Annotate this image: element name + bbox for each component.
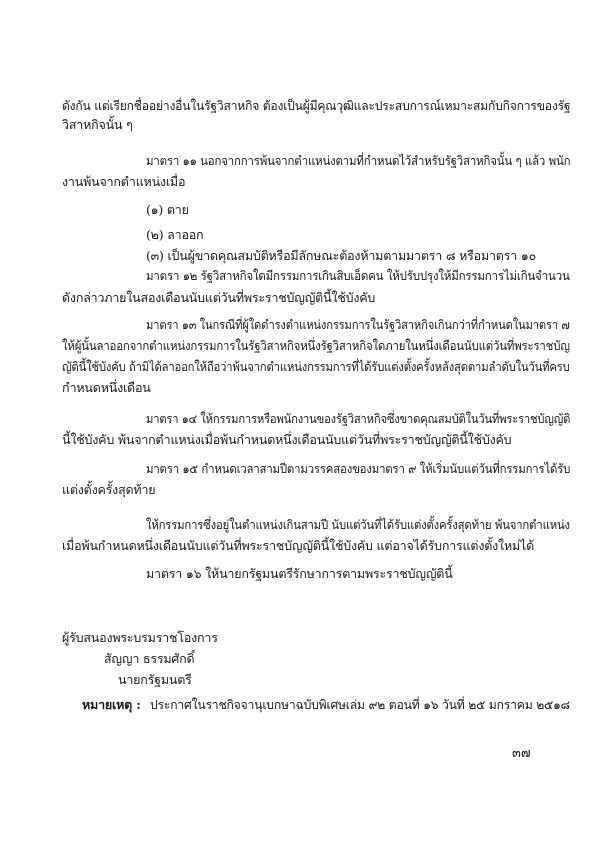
countersign-label: ผู้รับสนองพระบรมราชโองการ (62, 630, 218, 645)
item-3: (๓) เป็นผู้ขาดคุณสมบัติหรือมีลักษณะต้องห้ามตามมาตรา ๘ หรือมาตรา ๑๐ (146, 248, 536, 263)
section-14-line: มาตรา ๑๔ ให้กรรมการหรือพนักงานของรัฐวิสาหกิจซึ่งขาดคุณสมบัติในวันที่พระราชบัญญัติ (146, 411, 571, 426)
section-13-cont-2: ญัตินี้ใช้บังคับ ถ้ามิได้ลาออกให้ถือว่าพ้นจากตำแหน่งกรรมการที่ได้รับแต่งตั้งครั้งหลังสุดตามลำดับในวันที่ครบ (62, 359, 570, 374)
section-15-cont: แต่งตั้งครั้งสุดท้าย (62, 482, 156, 497)
section-11-line: มาตรา ๑๑ นอกจากการพ้นจากตำแหน่งตามที่กำหนดไว้สำหรับรัฐวิสาหกิจนั้น ๆ แล้ว พนัก (146, 153, 571, 168)
note-label: หมายเหตุ : (82, 697, 141, 712)
section-13-line: มาตรา ๑๓ ในกรณีที่ผู้ใดดำรงตำแหน่งกรรมการในรัฐวิสาหกิจเกินกว่าที่กำหนดในมาตรา ๗ (146, 317, 570, 332)
section-12-line: มาตรา ๑๒ รัฐวิสาหกิจใดมีกรรมการเกินสิบเอ็ดคน ให้ปรับปรุงให้มีกรรมการไม่เกินจำนวน (146, 268, 570, 283)
note-text: ประกาศในราชกิจจานุเบกษาฉบับพิเศษเล่ม ๙๒ ตอนที่ ๑๖ วันที่ ๒๕ มกราคม ๒๕๑๘ (150, 697, 570, 712)
section-14-cont: นี้ใช้บังคับ พ้นจากตำแหน่งเมื่อพ้นกำหนดหนึ่งเดือนนับแต่วันที่พระราชบัญญัตินี้ใช้บังคับ (62, 432, 512, 447)
section-13-cont-3: กำหนดหนึ่งเดือน (62, 380, 151, 395)
text-line-2: วิสาหกิจนั้น ๆ (62, 117, 133, 132)
signatory-name: สัญญา ธรรมศักดิ์ (104, 651, 195, 666)
section-15-para2: ให้กรรมการซึ่งอยู่ในตำแหน่งเกินสามปี นับแต่วันที่ได้รับแต่งตั้งครั้งสุดท้าย พ้นจากตำแหน่ง (146, 517, 570, 532)
section-16-line: มาตรา ๑๖ ให้นายกรัฐมนตรีรักษาการตามพระราชบัญญัตินี้ (146, 566, 453, 581)
section-15-line: มาตรา ๑๕ กำหนดเวลาสามปีตามวรรคสองของมาตรา ๙ ให้เริ่มนับแต่วันที่กรรมการได้รับ (146, 461, 571, 476)
section-15-para2-cont: เมื่อพ้นกำหนดหนึ่งเดือนนับแต่วันที่พระราชบัญญัตินี้ใช้บังคับ แต่อาจได้รับการแต่งตั้งใหม่ได้ (62, 538, 535, 553)
section-13-cont-1: ให้ผู้นั้นลาออกจากตำแหน่งกรรมการในรัฐวิสาหกิจหนึ่งรัฐวิสาหกิจใดภายในหนึ่งเดือนนับแต่วันที่พระราชบัญ (62, 338, 570, 353)
page-number: ๓๗ (512, 746, 531, 761)
signatory-title: นายกรัฐมนตรี (118, 672, 192, 687)
section-12-cont: ดังกล่าวภายในสองเดือนนับแต่วันที่พระราชบัญญัตินี้ใช้บังคับ (62, 290, 376, 305)
text-line-1: ดังกัน แต่เรียกชื่ออย่างอื่นในรัฐวิสาหกิจ ต้องเป็นผู้มีคุณวุฒิและประสบการณ์เหมาะสมกับกิจการของรัฐ (62, 98, 571, 113)
item-2: (๒) ลาออก (146, 227, 204, 242)
section-11-cont: งานพ้นจากตำแหน่งเมื่อ (62, 174, 186, 189)
item-1: (๑) ตาย (146, 202, 189, 217)
